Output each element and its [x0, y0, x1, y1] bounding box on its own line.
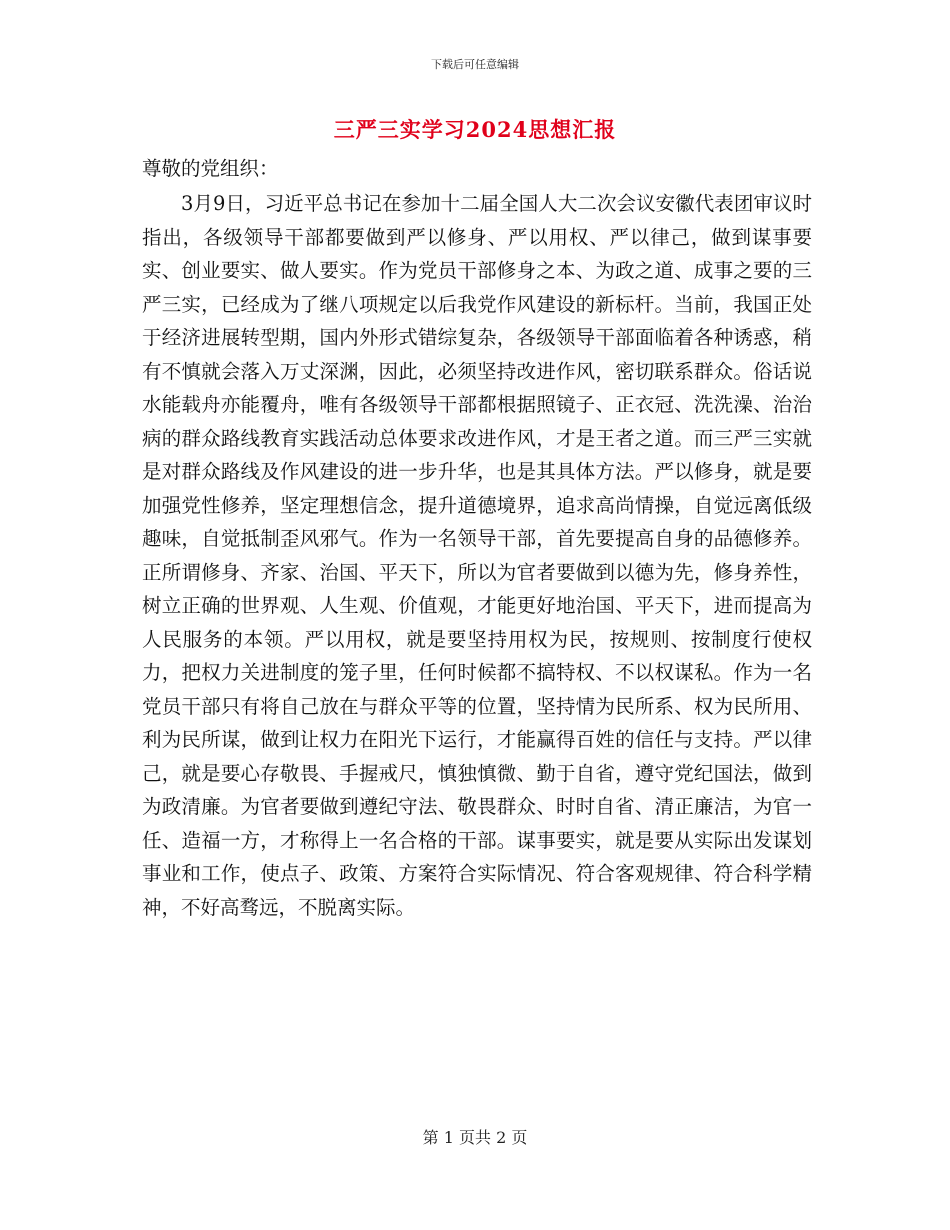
page-footer: 第 1 页共 2 页	[422, 1128, 528, 1147]
header-note: 下载后可任意编辑	[431, 58, 519, 71]
body-paragraph: 3月9日，习近平总书记在参加十二届全国人大二次会议安徽代表团审议时指出，各级领导干部都要做到严以修身、严以用权、严以律己，做到谋事要实、创业要实、做人要实。作为党员干部修身之本、为政之道、成事之要的三严三实，已经成为了继八项规定以后我党作风建设的新标杆。当前，我国正处于经济进展转型期，国内外形式错综复杂，各级领导干部面临着各种诱惑，稍有不慎就会落入万丈深渊，因此，必须坚持改进作风，密切联系群众。俗话说水能载舟亦能覆舟，唯有各级领导干部都根据照镜子、正衣冠、洗洗澡、治治病的群众路线教育实践活动总体要求改进作风，才是王者之道。而三严三实就是对群众路线及作风建设的进一步升华，也是其具体方法。严以修身，就是要加强党性修养，坚定理想信念，提升道德境界，追求高尚情操，自觉远离低级趣味，自觉抵制歪风邪气。作为一名领导干部，首先要提高自身的品德修养。正所谓修身、齐家、治国、平天下，所以为官者要做到以德为先，修身养性，树立正确的世界观、人生观、价值观，才能更好地治国、平天下，进而提高为人民服务的本领。严以用权，就是要坚持用权为民，按规则、按制度行使权力，把权力关进制度的笼子里，任何时候都不搞特权、不以权谋私。作为一名党员干部只有将自己放在与群众平等的位置，坚持情为民所系、权为民所用、利为民所谋，做到让权力在阳光下运行，才能赢得百姓的信任与支持。严以律己，就是要心存敬畏、手握戒尺，慎独慎微、勤于自省，遵守党纪国法，做到为政清廉。为官者要做到遵纪守法、敬畏群众、时时自省、清正廉洁，为官一任、造福一方，才称得上一名合格的干部。谋事要实，就是要从实际出发谋划事业和工作，使点子、政策、方案符合实际情况、符合客观规律、符合科学精神，不好高骛远，不脱离实际。	[142, 192, 812, 919]
document-title: 三严三实学习2024思想汇报	[333, 117, 617, 142]
salutation: 尊敬的党组织：	[142, 157, 279, 180]
